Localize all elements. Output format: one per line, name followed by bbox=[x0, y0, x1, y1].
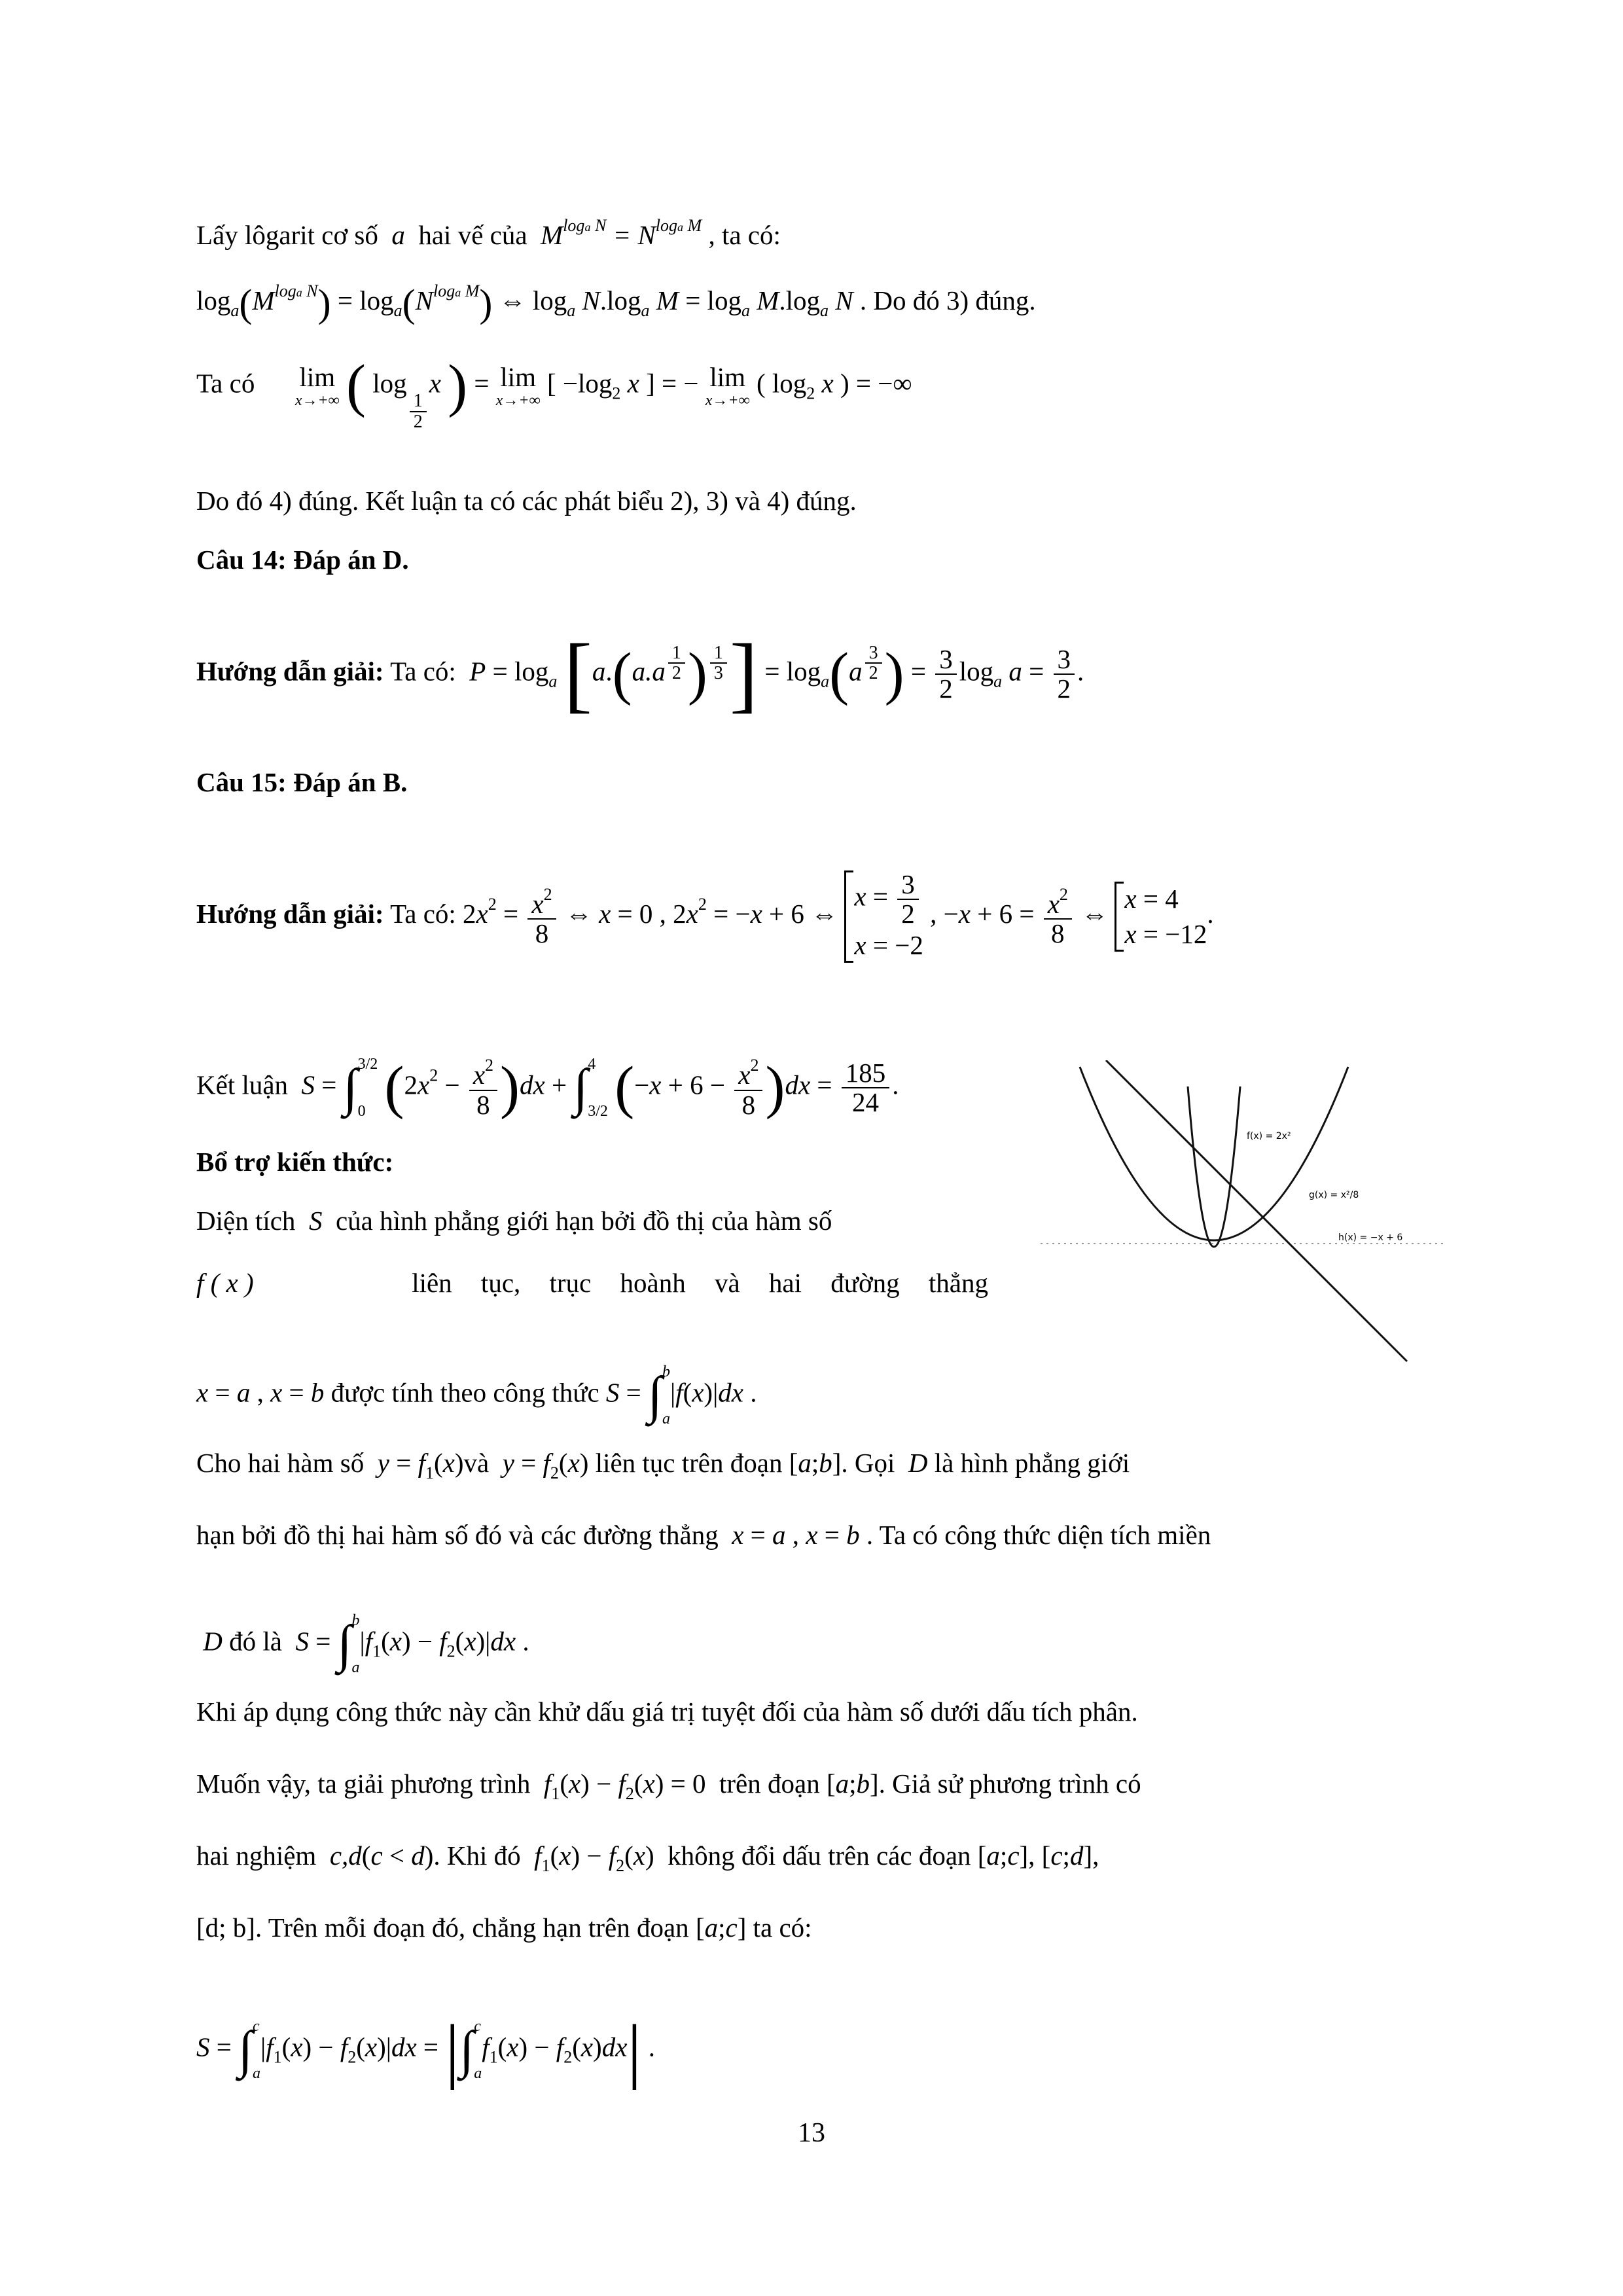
text: , ta có: bbox=[708, 220, 781, 250]
result-numerator: 185 bbox=[842, 1059, 890, 1088]
text: đó là bbox=[229, 1626, 282, 1657]
formula-line-final: S = ∫ c a $|f_1(x) - f_2(x)|dx$ = |∫ c a $f_1(x) - f_2(x)dx|$ . bbox=[196, 2010, 655, 2090]
text: hạn bởi đồ thị hai hàm số đó và các đường thẳng bbox=[196, 1520, 719, 1550]
text: hai vế của bbox=[418, 220, 527, 250]
label-h: h(x) = −x + 6 bbox=[1338, 1232, 1403, 1243]
text: liên tục, trục hoành và hai đường thẳng bbox=[412, 1268, 988, 1298]
text-line-bounded: hạn bởi đồ thị hai hàm số đó và các đường thẳng x = a , x = b . Ta có công thức diện tích miền bbox=[196, 1520, 1211, 1550]
text: . Trên mỗi đoạn đó, chẳng hạn trên đoạn bbox=[255, 1912, 689, 1943]
curve-g bbox=[1080, 1067, 1348, 1240]
text-line-apply: Khi áp dụng công thức này cần khử dấu giá trị tuyệt đối của hàm số dưới dấu tích phân. bbox=[196, 1696, 1138, 1727]
formula-line-area-3: x = a , x = b được tính theo công thức S = ∫ b a |f(x)|dx . bbox=[196, 1363, 757, 1427]
text: . Gọi bbox=[841, 1448, 895, 1478]
curve-f bbox=[1188, 1086, 1240, 1247]
text: . Do đó 3) đúng. bbox=[859, 285, 1036, 315]
text: Hướng dẫn giải: bbox=[196, 899, 384, 929]
formula-line-q15: Hướng dẫn giải: Ta có: $2x^2$ = $\frac{x^2}{8}$ ⇔ x = 0 , $2x^2 = -x + 6$ ⇔ x = $\frac{3}{2}$ x = −2 , −x + 6 = $\frac{x^2}{8}$ ⇔ x = 4 x = −12 . bbox=[196, 870, 1214, 963]
formula-line-D: D đó là S = ∫ b a $|f_1(x) - f_2(x)|dx$ . bbox=[196, 1612, 529, 1676]
question-14-heading: Câu 14: Đáp án D. bbox=[196, 545, 409, 575]
text: Diện tích bbox=[196, 1206, 296, 1236]
text: Hướng dẫn giải: bbox=[196, 656, 384, 687]
result-denominator: 24 bbox=[852, 1087, 880, 1117]
text-line-4: Do đó 4) đúng. Kết luận ta có các phát biểu 2), 3) và 4) đúng. bbox=[196, 486, 857, 516]
text: . Ta có công thức diện tích miền bbox=[866, 1520, 1211, 1550]
function-graph bbox=[1041, 1060, 1446, 1401]
page-number: 13 bbox=[798, 2118, 825, 2148]
knowledge-heading: Bổ trợ kiến thức: bbox=[196, 1147, 394, 1177]
formula-line-log: $\log_a(M^{loga N}) = \log_a(N^{loga M})$ ⇔ $\log_a N.\log_a$ $M = \log_a M.\log_a$ N . Do đó 3) đúng. bbox=[196, 281, 1036, 325]
text-line-area-2: f ( x ) liên tục, trục hoành và hai đường thẳng bbox=[196, 1268, 988, 1298]
text: Kết luận bbox=[196, 1069, 289, 1100]
text-line-two-functions: Cho hai hàm số $y = f_1(x)và$ $y = f_2(x)$ liên tục trên đoạn [a;b]. Gọi D là hình phẳng giới bbox=[196, 1448, 1130, 1482]
formula-line-q14: Hướng dẫn giải: Ta có: $P = \log_a [a.(a.a$ $^{\frac{1}{2}}$ ) $^{\frac{1}{3}}$ ] = $\log_a(a$ $^{\frac{3}{2}}$ ) = $\frac{3}{2}$ $\log_a a$ = $\frac{3}{2}$ . bbox=[196, 627, 1084, 721]
text: ta có: bbox=[753, 1912, 812, 1943]
text: và bbox=[463, 1448, 490, 1478]
question-15-heading: Câu 15: Đáp án B. bbox=[196, 767, 408, 797]
text: được tính theo công thức bbox=[330, 1377, 599, 1408]
text-line-area-1: Diện tích S của hình phẳng giới hạn bởi đồ thị của hàm số bbox=[196, 1206, 832, 1236]
text: không đổi dấu trên các đoạn bbox=[668, 1840, 971, 1871]
label-g: g(x) = x²/8 bbox=[1309, 1190, 1359, 1200]
formula-line-conclusion: Kết luận S = ∫ 3/2 0 ($2x^2$ − $\frac{x^2}{8}$ )dx + ∫ 4 3/2 (−x + 6 − $\frac{x^2}{8}$ )dx = $\frac{185}{24}$ . bbox=[196, 1055, 899, 1120]
text-line-interval: [d; b]. Trên mỗi đoạn đó, chẳng hạn trên đoạn [a;c] ta có: bbox=[196, 1912, 812, 1943]
text: trên đoạn bbox=[719, 1768, 820, 1799]
text-line-solve: Muốn vậy, ta giải phương trình $f_1(x) - f_2(x) = 0$ trên đoạn [a;b]. Giả sử phương trình có bbox=[196, 1768, 1141, 1803]
text: hai nghiệm bbox=[196, 1840, 317, 1871]
text: Ta có: bbox=[390, 899, 456, 929]
text: của hình phẳng giới hạn bởi đồ thị của hàm số bbox=[335, 1206, 832, 1236]
line-h bbox=[1106, 1060, 1407, 1361]
text-line-1: Lấy lôgarit cơ số a hai vế của $M^{loga N} = N^{loga M}$ , ta có: bbox=[196, 216, 781, 250]
text: Cho hai hàm số bbox=[196, 1448, 365, 1478]
text-line-roots: hai nghiệm c,d(c < d). Khi đó $f_1(x) - f_2(x)$ không đổi dấu trên các đoạn [a;c], [c;d], bbox=[196, 1840, 1099, 1875]
text: . Giả sử phương trình có bbox=[878, 1768, 1141, 1799]
text: là hình phẳng giới bbox=[934, 1448, 1130, 1478]
text: Ta có bbox=[196, 368, 255, 399]
label-f: f(x) = 2x² bbox=[1247, 1131, 1291, 1141]
text: Ta có: bbox=[390, 656, 456, 687]
text: Lấy lôgarit cơ số bbox=[196, 220, 378, 250]
formula-line-limit: Ta có lim x→+∞ ( log $\frac{1}{2}$ x ) = lim x→+∞ [ $-\log_2$ x ] = − lim x→+∞ ( $\log_2 x$ ) = −∞ bbox=[196, 353, 912, 432]
text: liên tục trên đoạn bbox=[595, 1448, 783, 1478]
text: . Khi đó bbox=[433, 1840, 521, 1871]
text: Muốn vậy, ta giải phương trình bbox=[196, 1768, 531, 1799]
